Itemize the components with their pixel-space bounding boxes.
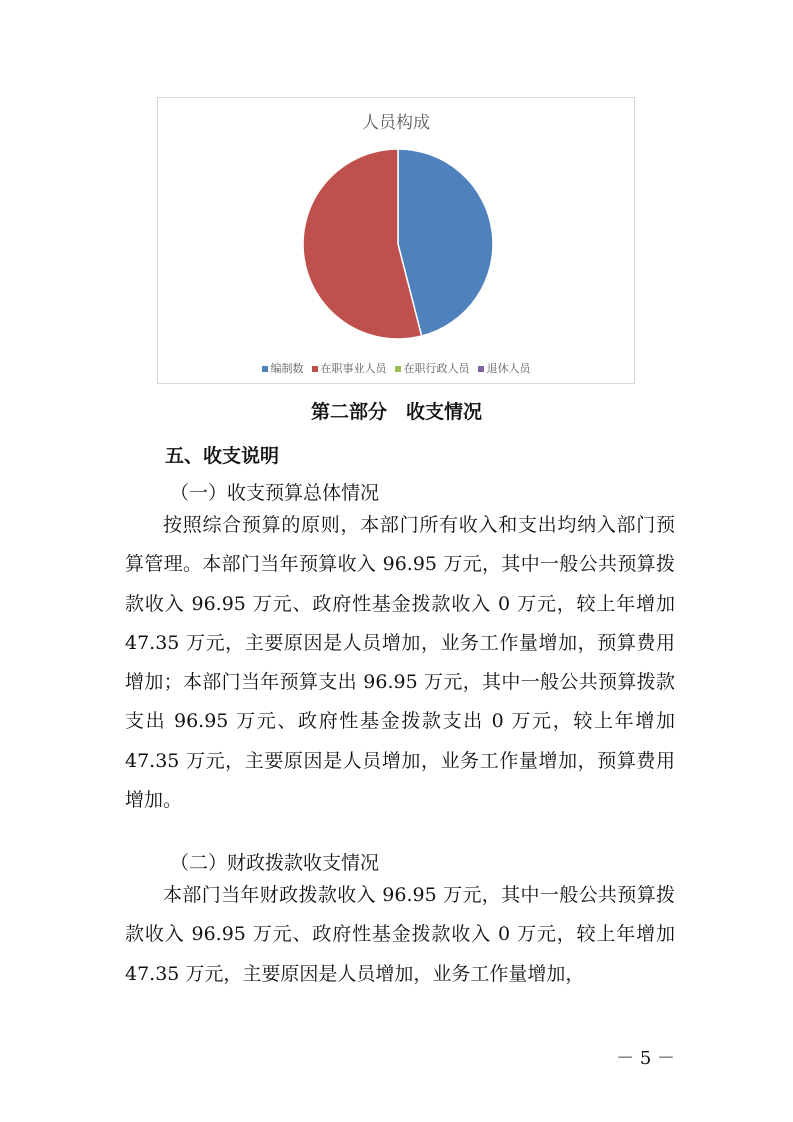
legend-swatch <box>395 366 401 372</box>
subsection-paragraph-2: 本部门当年财政拨款收入 96.95 万元，其中一般公共预算拨款收入 96.95 万元、政府性基金拨款收入 0 万元，较上年增加 47.35 万元，主要原因是人员增加，业务工作量增加， <box>125 884 675 985</box>
subsection-heading-2: （二）财政拨款收支情况 <box>170 852 380 874</box>
legend-swatch <box>262 366 268 372</box>
page-number: － 5 － <box>616 1048 675 1069</box>
legend-item-2 <box>312 360 387 376</box>
legend-item-3 <box>395 360 470 376</box>
legend-label: 编制数 <box>270 362 304 375</box>
legend-swatch <box>478 366 484 372</box>
legend-label: 在职事业人员 <box>320 362 387 375</box>
chart-legend <box>158 360 634 376</box>
legend-swatch <box>312 366 318 372</box>
pie-chart <box>157 97 635 384</box>
part-title: 第二部分 收支情况 <box>310 401 482 423</box>
section-heading: 五、收支说明 <box>165 445 280 467</box>
chart-title: 人员构成 <box>362 113 430 133</box>
pie-svg <box>158 98 634 383</box>
subsection-paragraph-1: 按照综合预算的原则，本部门所有收入和支出均纳入部门预算管理。本部门当年预算收入 96.95 万元，其中一般公共预算拨款收入 96.95 万元、政府性基金拨款收入 0 万元，较上年增加 47.35 万元，主要原因是人员增加，业务工作量增加，预算费用增加；本部门当年预算支出 96.95 万元，其中一般公共预算拨款支出 96.95 万元、政府性基金拨款支出 0 万元，较上年增加 47.35 万元，主要原因是人员增加，业务工作量增加，预算费用增加。 <box>125 514 675 812</box>
legend-item-4 <box>478 360 531 376</box>
legend-label: 在职行政人员 <box>403 362 470 375</box>
legend-item-1 <box>262 360 304 376</box>
subsection-heading-1: （一）收支预算总体情况 <box>170 482 380 504</box>
legend-label: 退休人员 <box>486 362 531 375</box>
